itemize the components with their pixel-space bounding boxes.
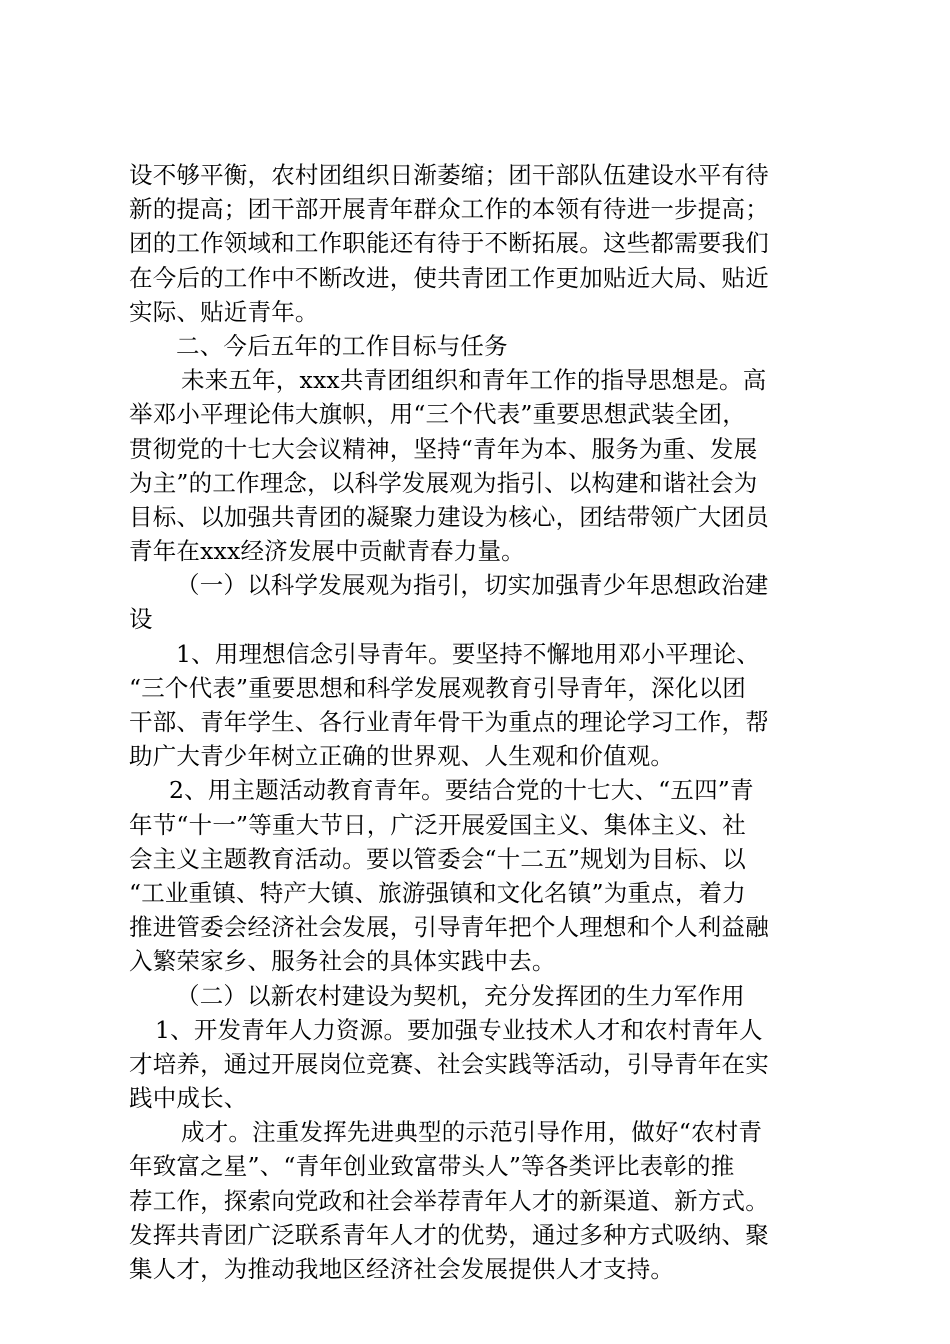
body-line: 未来五年，xxx共青团组织和青年工作的指导思想是。高 xyxy=(181,366,767,395)
body-line: 青年在xxx经济发展中贡献青春力量。 xyxy=(129,537,525,566)
body-line: 干部、青年学生、各行业青年骨干为重点的理论学习工作，帮 xyxy=(129,708,769,736)
body-line: 新的提高；团干部开展青年群众工作的本领有待进一步提高； xyxy=(129,195,769,224)
body-line: 设 xyxy=(129,605,153,634)
body-line: 目标、以加强共青团的凝聚力建设为核心，团结带领广大团员 xyxy=(129,502,769,531)
body-line: 才培养，通过开展岗位竞赛、社会实践等活动，引导青年在实 xyxy=(129,1049,769,1078)
subsection-heading: （二）以新农村建设为契机，充分发挥团的生力军作用 xyxy=(176,981,745,1010)
body-line: 1、用理想信念引导青年。要坚持不懈地用邓小平理论、 xyxy=(176,639,760,668)
body-line: 年致富之星”、“青年创业致富带头人”等各类评比表彰的推 xyxy=(129,1152,735,1181)
body-line: 在今后的工作中不断改进，使共青团工作更加贴近大局、贴近 xyxy=(129,263,769,292)
body-line: 发挥共青团广泛联系青年人才的优势，通过多种方式吸纳、聚 xyxy=(129,1220,769,1249)
subsection-heading: （一）以科学发展观为指引，切实加强青少年思想政治建 xyxy=(176,571,769,600)
body-line: 2、用主题活动教育青年。要结合党的十七大、“五四”青 xyxy=(169,776,754,805)
body-line: “工业重镇、特产大镇、旅游强镇和文化名镇”为重点，着力 xyxy=(129,878,746,907)
body-line: 集人才，为推动我地区经济社会发展提供人才支持。 xyxy=(129,1255,675,1283)
body-line: “三个代表”重要思想和科学发展观教育引导青年，深化以团 xyxy=(129,673,746,702)
section-heading: 二、今后五年的工作目标与任务 xyxy=(176,331,508,360)
body-line: 年节“十一”等重大节日，广泛开展爱国主义、集体主义、社 xyxy=(129,810,746,839)
body-line: 会主义主题教育活动。要以管委会“十二五”规划为目标、以 xyxy=(129,844,746,873)
body-line: 践中成长、 xyxy=(129,1084,248,1113)
body-line: 举邓小平理论伟大旗帜，用“三个代表”重要思想武装全团， xyxy=(129,400,746,429)
body-line: 助广大青少年树立正确的世界观、人生观和价值观。 xyxy=(129,742,675,771)
body-line: 成才。注重发挥先进典型的示范引导作用，做好“农村青 xyxy=(181,1118,763,1147)
body-line: 推进管委会经济社会发展，引导青年把个人理想和个人利益融 xyxy=(129,913,769,942)
body-line: 1、开发青年人力资源。要加强专业技术人才和农村青年人 xyxy=(155,1015,763,1044)
body-line: 贯彻党的十七大会议精神，坚持“青年为本、服务为重、发展 xyxy=(129,434,758,463)
body-line: 设不够平衡，农村团组织日渐萎缩；团干部队伍建设水平有待 xyxy=(129,161,769,189)
body-line: 为主”的工作理念，以科学发展观为指引、以构建和谐社会为 xyxy=(129,468,758,497)
body-line: 实际、贴近青年。 xyxy=(129,297,319,326)
body-line: 荐工作，探索向党政和社会举荐青年人才的新渠道、新方式。 xyxy=(129,1186,769,1215)
body-line: 团的工作领域和工作职能还有待于不断拓展。这些都需要我们 xyxy=(129,229,769,258)
document-body xyxy=(129,158,835,1286)
body-line: 入繁荣家乡、服务社会的具体实践中去。 xyxy=(129,947,556,976)
